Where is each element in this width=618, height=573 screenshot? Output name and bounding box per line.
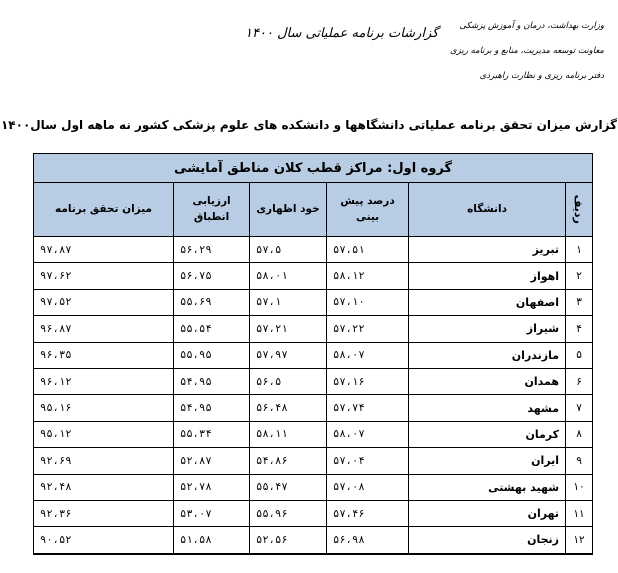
university-cell: همدان [409,368,566,394]
university-cell: اهواز [409,263,566,289]
table-row [34,368,593,394]
self-declared-cell: ۵۵،۴۷ [250,474,327,500]
row-number-cell: ۲ [566,263,593,289]
forecast-cell: ۵۷،۲۲ [327,316,409,342]
achievement-cell: ۹۲،۳۶ [34,500,174,526]
table-row [34,342,593,368]
achievement-cell: ۹۲،۶۹ [34,448,174,474]
forecast-cell: ۵۶،۹۸ [327,527,409,554]
self-declared-cell: ۵۶،۴۸ [250,395,327,421]
forecast-cell: ۵۸،۱۲ [327,263,409,289]
self-declared-cell: ۵۷،۱ [250,289,327,315]
compliance-eval-cell: ۵۲،۸۷ [174,448,250,474]
row-number-cell: ۱۰ [566,474,593,500]
achievement-table [33,153,593,555]
achievement-cell: ۹۶،۳۵ [34,342,174,368]
forecast-cell: ۵۷،۰۴ [327,448,409,474]
self-declared-cell: ۵۵،۹۶ [250,500,327,526]
university-cell: تبریز [409,237,566,263]
achievement-cell: ۹۷،۶۲ [34,263,174,289]
compliance-eval-cell: ۵۵،۶۹ [174,289,250,315]
university-cell: ایران [409,448,566,474]
office-name: دفتر برنامه ریزی و نظارت راهبردی [479,71,604,81]
compliance-eval-cell: ۵۴،۹۵ [174,395,250,421]
table-row [34,289,593,315]
table-row [34,395,593,421]
table-row [34,237,593,263]
compliance-eval-cell: ۵۵،۳۴ [174,421,250,447]
self-declared-cell: ۵۸،۰۱ [250,263,327,289]
table-row [34,263,593,289]
self-declared-cell: ۵۷،۵ [250,237,327,263]
row-number-cell: ۵ [566,342,593,368]
university-cell: شهید بهشتی [409,474,566,500]
forecast-cell: ۵۷،۴۶ [327,500,409,526]
row-number-cell: ۳ [566,289,593,315]
table-row [34,474,593,500]
university-cell: مازندران [409,342,566,368]
self-declared-cell: ۵۲،۵۶ [250,527,327,554]
issuer-block [450,21,604,97]
deputy-name: معاونت توسعه مدیریت، منابع و برنامه ریزی [450,46,604,56]
row-number-cell: ۱۱ [566,500,593,526]
col-header-university: دانشگاه [409,183,566,237]
achievement-cell: ۹۲،۴۸ [34,474,174,500]
university-cell: کرمان [409,421,566,447]
university-cell: شیراز [409,316,566,342]
table-row [34,500,593,526]
self-declared-cell: ۵۷،۹۷ [250,342,327,368]
achievement-cell: ۹۷،۵۲ [34,289,174,315]
forecast-cell: ۵۸،۰۷ [327,342,409,368]
row-number-cell: ۹ [566,448,593,474]
group-title: گروه اول: مراکز قطب کلان مناطق آمایشی [34,154,593,183]
achievement-cell: ۹۶،۸۷ [34,316,174,342]
self-declared-cell: ۵۸،۱۱ [250,421,327,447]
achievement-cell: ۹۵،۱۲ [34,421,174,447]
compliance-eval-cell: ۵۶،۲۹ [174,237,250,263]
self-declared-cell: ۵۴،۸۶ [250,448,327,474]
compliance-eval-cell: ۵۲،۷۸ [174,474,250,500]
col-header-self-declared: خود اظهاری [250,183,327,237]
university-cell: تهران [409,500,566,526]
achievement-cell: ۹۵،۱۶ [34,395,174,421]
achievement-cell: ۹۷،۸۷ [34,237,174,263]
forecast-cell: ۵۸،۰۷ [327,421,409,447]
row-number-cell: ۱۲ [566,527,593,554]
table-row [34,421,593,447]
document-title: گزارشات برنامه عملیاتی سال ۱۴۰۰ [245,26,439,41]
compliance-eval-cell: ۵۴،۹۵ [174,368,250,394]
forecast-cell: ۵۷،۵۱ [327,237,409,263]
university-cell: زنجان [409,527,566,554]
table-row [34,316,593,342]
compliance-eval-cell: ۵۱،۵۸ [174,527,250,554]
achievement-cell: ۹۶،۱۲ [34,368,174,394]
row-number-cell: ۱ [566,237,593,263]
col-header-compliance-eval: ارزیابی انطباق [174,183,250,237]
compliance-eval-cell: ۵۶،۷۵ [174,263,250,289]
self-declared-cell: ۵۶،۵ [250,368,327,394]
forecast-cell: ۵۷،۰۸ [327,474,409,500]
table-row [34,448,593,474]
university-cell: مشهد [409,395,566,421]
compliance-eval-cell: ۵۵،۹۵ [174,342,250,368]
forecast-cell: ۵۷،۷۴ [327,395,409,421]
achievement-cell: ۹۰،۵۲ [34,527,174,554]
row-number-cell: ۶ [566,368,593,394]
self-declared-cell: ۵۷،۲۱ [250,316,327,342]
forecast-cell: ۵۷،۱۶ [327,368,409,394]
table-row [34,527,593,554]
compliance-eval-cell: ۵۳،۰۷ [174,500,250,526]
row-number-cell: ۴ [566,316,593,342]
forecast-cell: ۵۷،۱۰ [327,289,409,315]
row-number-cell: ۷ [566,395,593,421]
col-header-row-number: ردیف [566,183,593,237]
report-title: گزارش میزان تحقق برنامه عملیاتی دانشگاهها و دانشکده های علوم پزشکی کشور نه ماهه اول سال۱۴۰۰ [0,118,618,132]
compliance-eval-cell: ۵۵،۵۴ [174,316,250,342]
row-number-cell: ۸ [566,421,593,447]
col-header-forecast: درصد پیش بینی [327,183,409,237]
col-header-achievement: میزان تحقق برنامه [34,183,174,237]
university-cell: اصفهان [409,289,566,315]
ministry-name: وزارت بهداشت، درمان و آموزش پزشکی [459,21,604,31]
